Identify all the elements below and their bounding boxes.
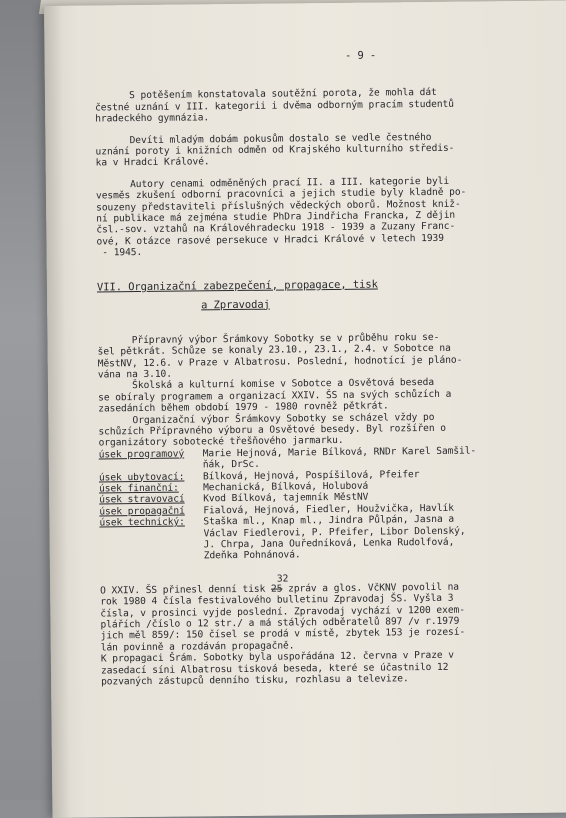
paragraph-award-authors: Autory cenami odměněných prací II. a III. kategorie byli vesměs zkušení odborní pracovníci a jejich studie byly kladně po- souzeny představiteli příslušných vědeckých oborů. Možnost kniž- ní publikace má zejména studie PhDra Jindřicha Francka, Z dějin čsl.-sov. vztahů na Královéhradecku 1918 - 1939 a Zuzany Franc- ové, K otázce rasové persekuce v Hradci Králové v letech 1939 - 1945. (95, 175, 467, 259)
section-technical: úsek technický: Staška ml., Knap ml., Jindra Půlpán, Jasna a (99, 513, 455, 529)
paragraph-preparatory-committee: Přípravný výbor Šrámkovy Sobotky se v průběhu roku se- šel pětkrát. Schůze se konaly 23.10., 23.1., 2.4. v Sobotce na MěstNV, 12.6. v Praze v Albatrosu. Poslední, hodnotící je pláno- vána na 3.10. (97, 331, 463, 381)
typewritten-page (44, 0, 566, 818)
section-promotion: úsek propagační Fialová, Hejnová, Fiedler, Houžvička, Havlík (99, 502, 454, 518)
section-accommodation: úsek ubytovací: Bílková, Hejnová, Pospíšilová, Pfeifer (98, 468, 420, 484)
page-number: - 9 - (344, 49, 377, 62)
paragraph-organizing-committee: Organizační výbor Šrámkovy Sobotky se scházel vždy po schůzích Přípravného výboru a Osvětové besedy. Byl rozšířen o organizátory sobotecké třešňového jarmarku. (98, 411, 446, 449)
paragraph-jury-recognition: S potěšením konstatovala soutěžní porota, že mohla dát čestné uznání v III. kategorii i dvěma odborným pracím studentů hradeckého gymnázia. (94, 87, 454, 125)
paragraph-young-authors: Devíti mladým dobám pokusům dostalo se vedle čestného uznání poroty i knižních odměn od Krajského kulturního středis- ka v Hradci Králové. (95, 131, 455, 169)
page-text (94, 49, 563, 688)
corrected-number: 32 25 (270, 573, 289, 595)
paragraph-press: O XXIV. ŠS přinesl denní tisk 32 25 zpráv a glos. VčKNV povolil na rok 1980 4 čísla festivalového bulletinu Zpravodaj ŠS. Vyšla 3 čísla, v prosinci vyjde poslední. Zpravodaj vychází v 1200 exem- plářích /číslo o 12 str./ a má stálých odběratelů 897 /v r.1979 jich měl 859/: 150 čísel se prodá v místě, zbytek 153 je rozesí- lán povinně a rozdáván propagačně. (100, 573, 466, 654)
committee-sections-list: úsek programový Marie Hejnová, Marie Bílková, RNDr Karel Samšil- ňák, DrSc. úsek ubytovací: Bílková, Hejnová, Pospíšilová, Pfeifer úsek finanční: Mechanická, Bílková, Holubová úsek stravovací Kvod Bílková, tajemník MěstNV úsek propagační Fialová, Hejnová, Fiedler, Houžvička, Havlík úsek technický: Staška ml., Knap ml., Jindra Půlpán, Jasna a Václav Fiedlerovi, P. Pfeifer, Libor Dolenský, J. Chrpa, Jana Ouředníková, Lenka Rudolfová, Zdeňka Pohnánová. (99, 444, 562, 563)
section-catering: úsek stravovací Kvod Bílková, tajemník MěstNV (99, 492, 369, 506)
section-finance: úsek finanční: Mechanická, Bílková, Holubová (99, 480, 369, 495)
handwritten-correction: 32 (276, 573, 289, 585)
section-program: úsek programový Marie Hejnová, Marie Bílková, RNDr Karel Samšil- (98, 445, 477, 461)
paragraph-school-commission: Školská a kulturní komise v Sobotce a Osvětová beseda se obíraly programem a organizací XXIV. ŠS na svých schůzích a zasedáních během období 1979 - 1980 rovněž pětkrát. (97, 377, 452, 415)
paragraph-press-conference: K propagaci Šrám. Sobotky byla uspořádána 12. června v Praze v zasedací síni Albatrosu tisková beseda, které se účastnilo 12 pozvaných zástupců denního tisku, rozhlasu a televize. (100, 649, 455, 688)
section-heading: VII. Organizační zabezpečení, propagace, tisk (96, 278, 378, 294)
section-heading-continued: a Zpravodaj (201, 298, 270, 312)
